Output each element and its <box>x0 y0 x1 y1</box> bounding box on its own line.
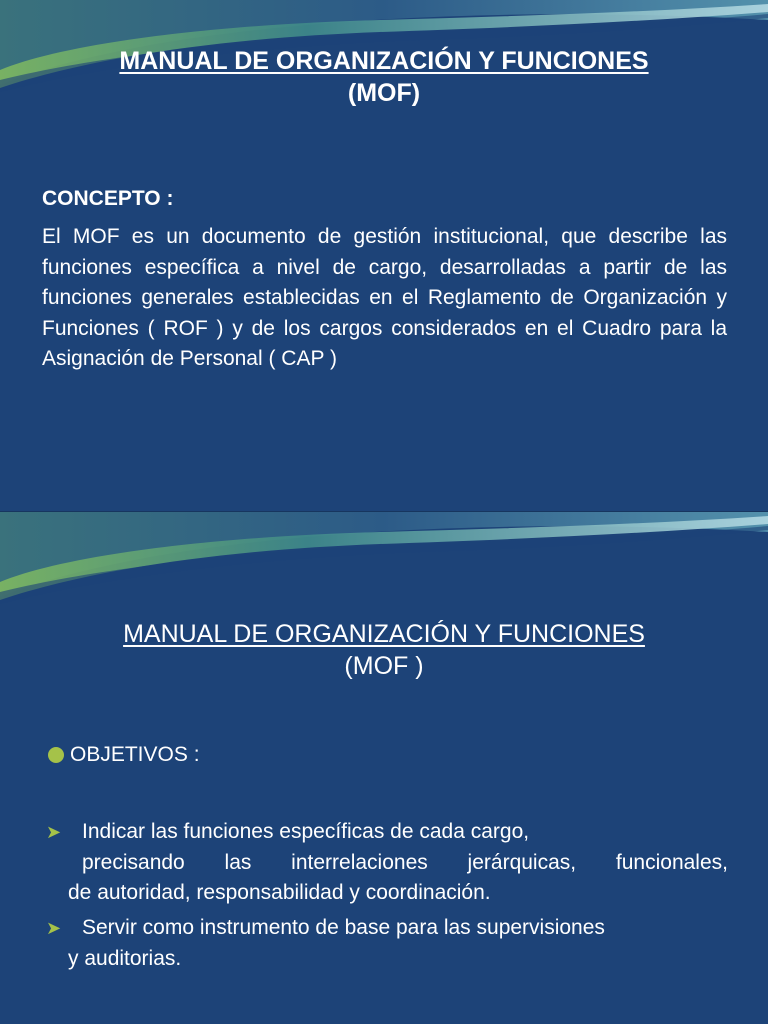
objective-bullet-1 <box>46 817 728 909</box>
arrow-bullet-icon: ➤ <box>46 918 62 938</box>
slide-objetivos <box>0 512 768 1024</box>
bullet-1-line-1: Indicar las funciones específicas de cada cargo, <box>82 820 530 843</box>
title-line-2: (MOF) <box>347 79 421 107</box>
title-line-2: (MOF ) <box>344 652 424 680</box>
slide-title <box>0 45 768 109</box>
objetivos-label: OBJETIVOS : <box>70 743 200 766</box>
slide-title <box>0 618 768 682</box>
bullet-2-line-2: y auditorias. <box>68 946 182 970</box>
concepto-body: El MOF es un documento de gestión institucional, que describe las funciones específica a nivel de cargo, desarrolladas a partir de las funciones generales establecidas en el Reglamento de Organización y Funciones ( ROF ) y de los cargos considerados en el Cuadro para la Asignación de Personal ( CAP ) <box>42 225 727 370</box>
objetivos-item <box>48 740 200 770</box>
title-line-1: MANUAL DE ORGANIZACIÓN Y FUNCIONES <box>119 47 649 75</box>
bullet-1-line-2: precisando las interrelaciones jerárquicas, funcionales, <box>82 850 728 874</box>
bullet-2-line-1: Servir como instrumento de base para las supervisiones <box>82 916 605 939</box>
bullet-dot-icon <box>48 747 64 763</box>
title-line-1: MANUAL DE ORGANIZACIÓN Y FUNCIONES <box>123 620 645 648</box>
concepto-heading: CONCEPTO : <box>42 187 174 210</box>
arrow-bullet-icon: ➤ <box>46 822 62 842</box>
bullet-1-line-3: de autoridad, responsabilidad y coordinación. <box>68 881 491 904</box>
objective-bullet-2 <box>46 913 728 974</box>
decorative-swoosh <box>0 512 768 612</box>
